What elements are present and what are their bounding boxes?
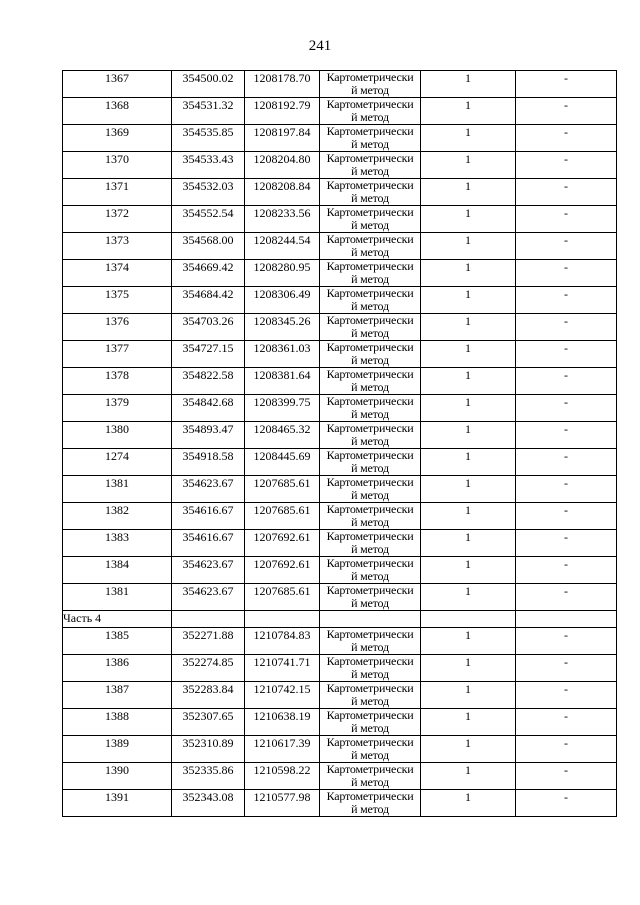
accuracy-cell: 1: [421, 260, 516, 287]
x-coordinate-cell: 354552.54: [172, 206, 245, 233]
method-line-1: Картометрически: [326, 475, 414, 489]
method-line-2: й метод: [351, 569, 389, 583]
description-cell: -: [516, 314, 617, 341]
method-cell: [320, 71, 421, 98]
method-line-2: й метод: [351, 83, 389, 97]
method-line-1: Картометрически: [326, 762, 414, 776]
section-label: Часть 4: [63, 611, 172, 628]
table-row: [63, 125, 617, 152]
x-coordinate-cell: 352274.85: [172, 655, 245, 682]
accuracy-cell: 1: [421, 341, 516, 368]
description-cell: -: [516, 476, 617, 503]
point-number-cell: 1382: [63, 503, 172, 530]
method-cell: [320, 233, 421, 260]
method-cell: [320, 763, 421, 790]
method-line-2: й метод: [351, 164, 389, 178]
table-row: [63, 179, 617, 206]
point-number-cell: 1386: [63, 655, 172, 682]
empty-cell: [172, 611, 245, 628]
method-line-1: Картометрически: [326, 151, 414, 165]
y-coordinate-cell: 1208399.75: [245, 395, 320, 422]
y-coordinate-cell: 1210598.22: [245, 763, 320, 790]
method-line-2: й метод: [351, 461, 389, 475]
method-cell: [320, 368, 421, 395]
method-cell: [320, 655, 421, 682]
method-line-1: Картометрически: [326, 708, 414, 722]
y-coordinate-cell: 1208233.56: [245, 206, 320, 233]
method-cell: [320, 287, 421, 314]
method-line-2: й метод: [351, 299, 389, 313]
method-line-2: й метод: [351, 640, 389, 654]
accuracy-cell: 1: [421, 682, 516, 709]
method-line-2: й метод: [351, 191, 389, 205]
accuracy-cell: 1: [421, 763, 516, 790]
description-cell: -: [516, 449, 617, 476]
method-line-2: й метод: [351, 596, 389, 610]
method-line-1: Картометрически: [326, 286, 414, 300]
method-line-2: й метод: [351, 488, 389, 502]
point-number-cell: 1389: [63, 736, 172, 763]
description-cell: -: [516, 98, 617, 125]
method-cell: [320, 314, 421, 341]
x-coordinate-cell: 354533.43: [172, 152, 245, 179]
method-cell: [320, 341, 421, 368]
x-coordinate-cell: 354893.47: [172, 422, 245, 449]
method-cell: [320, 206, 421, 233]
table-row: [63, 628, 617, 655]
x-coordinate-cell: 354684.42: [172, 287, 245, 314]
table-row: [63, 790, 617, 817]
description-cell: -: [516, 655, 617, 682]
method-line-1: Картометрически: [326, 394, 414, 408]
table-row: [63, 709, 617, 736]
accuracy-cell: 1: [421, 655, 516, 682]
table-row: [63, 395, 617, 422]
x-coordinate-cell: 354616.67: [172, 530, 245, 557]
point-number-cell: 1387: [63, 682, 172, 709]
description-cell: -: [516, 341, 617, 368]
description-cell: -: [516, 682, 617, 709]
method-line-2: й метод: [351, 515, 389, 529]
accuracy-cell: 1: [421, 790, 516, 817]
y-coordinate-cell: 1207685.61: [245, 503, 320, 530]
y-coordinate-cell: 1208192.79: [245, 98, 320, 125]
method-cell: [320, 584, 421, 611]
method-line-1: Картометрически: [326, 313, 414, 327]
point-number-cell: 1385: [63, 628, 172, 655]
point-number-cell: 1374: [63, 260, 172, 287]
table-row: [63, 763, 617, 790]
x-coordinate-cell: 354531.32: [172, 98, 245, 125]
x-coordinate-cell: 352283.84: [172, 682, 245, 709]
point-number-cell: 1377: [63, 341, 172, 368]
y-coordinate-cell: 1208280.95: [245, 260, 320, 287]
point-number-cell: 1376: [63, 314, 172, 341]
table-row: [63, 287, 617, 314]
section-row: [63, 611, 617, 628]
empty-cell: [320, 611, 421, 628]
accuracy-cell: 1: [421, 368, 516, 395]
table-row: [63, 368, 617, 395]
method-cell: [320, 125, 421, 152]
description-cell: -: [516, 287, 617, 314]
y-coordinate-cell: 1210617.39: [245, 736, 320, 763]
description-cell: -: [516, 628, 617, 655]
method-line-2: й метод: [351, 380, 389, 394]
y-coordinate-cell: 1208306.49: [245, 287, 320, 314]
method-line-2: й метод: [351, 542, 389, 556]
method-line-2: й метод: [351, 245, 389, 259]
empty-cell: [516, 611, 617, 628]
method-line-2: й метод: [351, 218, 389, 232]
point-number-cell: 1391: [63, 790, 172, 817]
point-number-cell: 1369: [63, 125, 172, 152]
point-number-cell: 1370: [63, 152, 172, 179]
method-cell: [320, 557, 421, 584]
x-coordinate-cell: 354822.58: [172, 368, 245, 395]
y-coordinate-cell: 1207685.61: [245, 584, 320, 611]
method-line-1: Картометрически: [326, 97, 414, 111]
description-cell: -: [516, 709, 617, 736]
method-line-1: Картометрически: [326, 205, 414, 219]
point-number-cell: 1378: [63, 368, 172, 395]
method-line-2: й метод: [351, 802, 389, 816]
description-cell: -: [516, 790, 617, 817]
y-coordinate-cell: 1208244.54: [245, 233, 320, 260]
y-coordinate-cell: 1208345.26: [245, 314, 320, 341]
x-coordinate-cell: 354623.67: [172, 557, 245, 584]
y-coordinate-cell: 1210638.19: [245, 709, 320, 736]
method-cell: [320, 179, 421, 206]
accuracy-cell: 1: [421, 503, 516, 530]
x-coordinate-cell: 354918.58: [172, 449, 245, 476]
method-line-1: Картометрически: [326, 735, 414, 749]
point-number-cell: 1379: [63, 395, 172, 422]
description-cell: -: [516, 368, 617, 395]
accuracy-cell: 1: [421, 736, 516, 763]
method-line-1: Картометрически: [326, 502, 414, 516]
method-line-2: й метод: [351, 434, 389, 448]
y-coordinate-cell: 1208178.70: [245, 71, 320, 98]
method-line-2: й метод: [351, 775, 389, 789]
y-coordinate-cell: 1208208.84: [245, 179, 320, 206]
table-row: [63, 233, 617, 260]
y-coordinate-cell: 1207692.61: [245, 530, 320, 557]
method-line-1: Картометрически: [326, 556, 414, 570]
accuracy-cell: 1: [421, 314, 516, 341]
y-coordinate-cell: 1208204.80: [245, 152, 320, 179]
description-cell: -: [516, 125, 617, 152]
description-cell: -: [516, 152, 617, 179]
accuracy-cell: 1: [421, 530, 516, 557]
description-cell: -: [516, 179, 617, 206]
y-coordinate-cell: 1210742.15: [245, 682, 320, 709]
x-coordinate-cell: 352307.65: [172, 709, 245, 736]
method-line-2: й метод: [351, 721, 389, 735]
method-line-2: й метод: [351, 110, 389, 124]
y-coordinate-cell: 1210741.71: [245, 655, 320, 682]
method-line-1: Картометрически: [326, 70, 414, 84]
method-line-1: Картометрически: [326, 529, 414, 543]
method-line-2: й метод: [351, 667, 389, 681]
accuracy-cell: 1: [421, 125, 516, 152]
table-row: [63, 655, 617, 682]
table-row: [63, 314, 617, 341]
description-cell: -: [516, 71, 617, 98]
point-number-cell: 1390: [63, 763, 172, 790]
x-coordinate-cell: 354532.03: [172, 179, 245, 206]
table-row: [63, 476, 617, 503]
table-row: [63, 736, 617, 763]
point-number-cell: 1367: [63, 71, 172, 98]
point-number-cell: 1371: [63, 179, 172, 206]
x-coordinate-cell: 352335.86: [172, 763, 245, 790]
method-cell: [320, 152, 421, 179]
accuracy-cell: 1: [421, 628, 516, 655]
method-cell: [320, 422, 421, 449]
x-coordinate-cell: 352343.08: [172, 790, 245, 817]
table-row: [63, 206, 617, 233]
point-number-cell: 1383: [63, 530, 172, 557]
method-line-1: Картометрически: [326, 448, 414, 462]
y-coordinate-cell: 1208381.64: [245, 368, 320, 395]
method-line-1: Картометрически: [326, 232, 414, 246]
method-line-1: Картометрически: [326, 681, 414, 695]
y-coordinate-cell: 1208465.32: [245, 422, 320, 449]
accuracy-cell: 1: [421, 233, 516, 260]
x-coordinate-cell: 354500.02: [172, 71, 245, 98]
y-coordinate-cell: 1210577.98: [245, 790, 320, 817]
method-line-1: Картометрически: [326, 627, 414, 641]
accuracy-cell: 1: [421, 476, 516, 503]
point-number-cell: 1375: [63, 287, 172, 314]
table-row: [63, 584, 617, 611]
description-cell: -: [516, 530, 617, 557]
description-cell: -: [516, 260, 617, 287]
accuracy-cell: 1: [421, 422, 516, 449]
method-line-2: й метод: [351, 407, 389, 421]
method-line-1: Картометрически: [326, 340, 414, 354]
method-cell: [320, 736, 421, 763]
x-coordinate-cell: 354616.67: [172, 503, 245, 530]
accuracy-cell: 1: [421, 287, 516, 314]
point-number-cell: 1388: [63, 709, 172, 736]
point-number-cell: 1384: [63, 557, 172, 584]
point-number-cell: 1381: [63, 584, 172, 611]
y-coordinate-cell: 1210784.83: [245, 628, 320, 655]
y-coordinate-cell: 1208361.03: [245, 341, 320, 368]
y-coordinate-cell: 1208445.69: [245, 449, 320, 476]
x-coordinate-cell: 354842.68: [172, 395, 245, 422]
x-coordinate-cell: 354703.26: [172, 314, 245, 341]
x-coordinate-cell: 354535.85: [172, 125, 245, 152]
table-row: [63, 98, 617, 125]
description-cell: -: [516, 395, 617, 422]
method-line-1: Картометрически: [326, 259, 414, 273]
y-coordinate-cell: 1208197.84: [245, 125, 320, 152]
description-cell: -: [516, 736, 617, 763]
accuracy-cell: 1: [421, 179, 516, 206]
table-row: [63, 71, 617, 98]
method-cell: [320, 449, 421, 476]
method-cell: [320, 476, 421, 503]
table-row: [63, 530, 617, 557]
method-cell: [320, 503, 421, 530]
table-row: [63, 682, 617, 709]
page-number: 241: [308, 38, 332, 54]
method-line-1: Картометрически: [326, 124, 414, 138]
method-line-1: Картометрически: [326, 789, 414, 803]
table-row: [63, 503, 617, 530]
method-line-2: й метод: [351, 748, 389, 762]
x-coordinate-cell: 354623.67: [172, 476, 245, 503]
description-cell: -: [516, 557, 617, 584]
method-line-1: Картометрически: [326, 178, 414, 192]
method-line-2: й метод: [351, 326, 389, 340]
method-cell: [320, 628, 421, 655]
method-line-1: Картометрически: [326, 654, 414, 668]
description-cell: -: [516, 763, 617, 790]
table-row: [63, 260, 617, 287]
method-cell: [320, 395, 421, 422]
empty-cell: [245, 611, 320, 628]
point-number-cell: 1381: [63, 476, 172, 503]
method-cell: [320, 682, 421, 709]
x-coordinate-cell: 354568.00: [172, 233, 245, 260]
accuracy-cell: 1: [421, 557, 516, 584]
accuracy-cell: 1: [421, 152, 516, 179]
table-row: [63, 152, 617, 179]
method-line-2: й метод: [351, 353, 389, 367]
accuracy-cell: 1: [421, 584, 516, 611]
description-cell: -: [516, 503, 617, 530]
x-coordinate-cell: 354669.42: [172, 260, 245, 287]
method-cell: [320, 709, 421, 736]
description-cell: -: [516, 422, 617, 449]
point-number-cell: 1372: [63, 206, 172, 233]
method-cell: [320, 98, 421, 125]
y-coordinate-cell: 1207692.61: [245, 557, 320, 584]
x-coordinate-cell: 352271.88: [172, 628, 245, 655]
table-row: [63, 449, 617, 476]
point-number-cell: 1368: [63, 98, 172, 125]
method-line-1: Картометрически: [326, 367, 414, 381]
x-coordinate-cell: 354727.15: [172, 341, 245, 368]
accuracy-cell: 1: [421, 449, 516, 476]
description-cell: -: [516, 206, 617, 233]
point-number-cell: 1274: [63, 449, 172, 476]
table-row: [63, 422, 617, 449]
table-row: [63, 557, 617, 584]
coordinates-table-body: [63, 71, 617, 817]
x-coordinate-cell: 354623.67: [172, 584, 245, 611]
method-cell: [320, 530, 421, 557]
point-number-cell: 1380: [63, 422, 172, 449]
description-cell: -: [516, 584, 617, 611]
method-line-1: Картометрически: [326, 583, 414, 597]
point-number-cell: 1373: [63, 233, 172, 260]
method-line-2: й метод: [351, 137, 389, 151]
accuracy-cell: 1: [421, 98, 516, 125]
x-coordinate-cell: 352310.89: [172, 736, 245, 763]
method-line-1: Картометрически: [326, 421, 414, 435]
accuracy-cell: 1: [421, 71, 516, 98]
method-cell: [320, 790, 421, 817]
method-line-2: й метод: [351, 694, 389, 708]
description-cell: -: [516, 233, 617, 260]
y-coordinate-cell: 1207685.61: [245, 476, 320, 503]
coordinates-table: [62, 70, 617, 817]
accuracy-cell: 1: [421, 709, 516, 736]
method-cell: [320, 260, 421, 287]
method-line-2: й метод: [351, 272, 389, 286]
accuracy-cell: 1: [421, 206, 516, 233]
empty-cell: [421, 611, 516, 628]
accuracy-cell: 1: [421, 395, 516, 422]
table-row: [63, 341, 617, 368]
